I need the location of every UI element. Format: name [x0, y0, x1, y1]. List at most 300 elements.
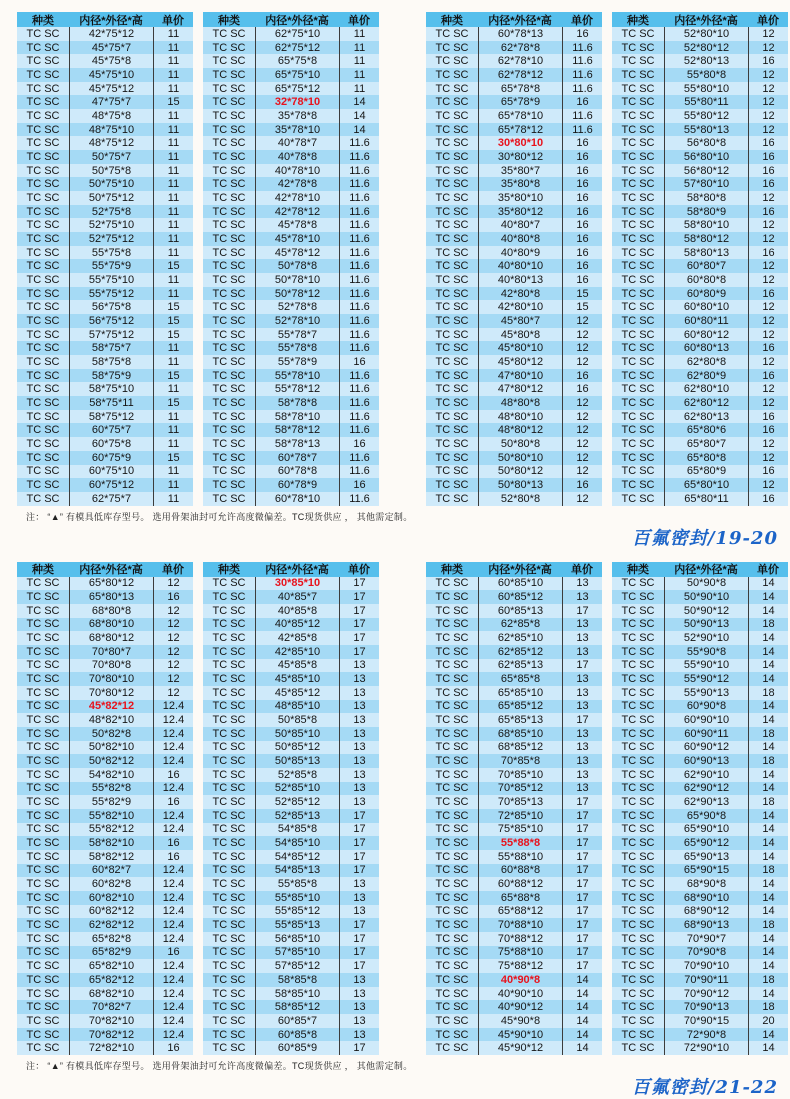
type-cell: TC SC: [212, 137, 246, 150]
price-cell: 11.6: [562, 68, 602, 82]
price-cell: 11.6: [562, 54, 602, 68]
table-row: [426, 177, 602, 191]
size-cell: 58*85*12: [255, 1000, 339, 1014]
table-row: [426, 973, 602, 987]
size-cell: 58*75*7: [69, 341, 153, 355]
size-cell: 65*85*8: [478, 672, 562, 686]
price-cell: 14: [562, 1028, 602, 1042]
type-cell: TC SC: [435, 946, 469, 959]
size-cell: 70*90*8: [664, 946, 748, 960]
type-cell: TC SC: [26, 191, 60, 204]
price-cell: 16: [748, 492, 788, 506]
price-cell: 16: [748, 164, 788, 178]
type-cell: TC SC: [26, 919, 60, 932]
type-cell: TC SC: [212, 451, 246, 464]
table-row: [426, 932, 602, 946]
price-cell: 12.4: [153, 1028, 193, 1042]
type-cell: TC SC: [435, 809, 469, 822]
table-row: [612, 396, 788, 410]
table-row: [203, 246, 379, 260]
table-row: [426, 809, 602, 823]
column-header: 内径*外径*高: [488, 14, 552, 27]
size-cell: 35*80*7: [478, 164, 562, 178]
table-row: [426, 218, 602, 232]
table-row: [17, 877, 193, 891]
table-row: [17, 686, 193, 700]
table-row: [203, 41, 379, 55]
size-cell: 65*80*6: [664, 423, 748, 437]
size-cell: 54*82*10: [69, 768, 153, 782]
table-row: [612, 1000, 788, 1014]
size-cell: 65*78*8: [478, 82, 562, 96]
size-cell: 40*78*7: [255, 136, 339, 150]
type-cell: TC SC: [621, 618, 655, 631]
size-cell: 50*75*10: [69, 177, 153, 191]
size-cell: 55*85*8: [255, 877, 339, 891]
price-cell: 12: [153, 672, 193, 686]
price-cell: 11.6: [339, 369, 379, 383]
type-cell: TC SC: [212, 768, 246, 781]
type-cell: TC SC: [435, 396, 469, 409]
price-cell: 15: [153, 259, 193, 273]
size-cell: 70*85*13: [478, 795, 562, 809]
table-row: [17, 465, 193, 479]
size-cell: 62*75*10: [255, 27, 339, 41]
column-header: 种类: [627, 564, 649, 577]
size-cell: 60*78*10: [255, 492, 339, 506]
table-row: [203, 191, 379, 205]
size-cell: 70*90*7: [664, 932, 748, 946]
table-row: [203, 631, 379, 645]
size-cell: 62*78*10: [478, 54, 562, 68]
size-cell: 55*80*11: [664, 95, 748, 109]
size-cell: 30*80*12: [478, 150, 562, 164]
price-cell: 11.6: [339, 287, 379, 301]
price-cell: 12.4: [153, 1014, 193, 1028]
type-cell: TC SC: [621, 591, 655, 604]
type-cell: TC SC: [26, 164, 60, 177]
price-cell: 13: [562, 618, 602, 632]
table-row: [203, 1000, 379, 1014]
type-cell: TC SC: [621, 109, 655, 122]
type-cell: TC SC: [621, 424, 655, 437]
type-cell: TC SC: [435, 727, 469, 740]
price-cell: 17: [562, 905, 602, 919]
table-row: [612, 314, 788, 328]
price-cell: 13: [339, 700, 379, 714]
table-row: [203, 177, 379, 191]
price-cell: 11: [153, 41, 193, 55]
size-cell: 55*85*12: [255, 905, 339, 919]
table-row: [612, 959, 788, 973]
type-cell: TC SC: [212, 328, 246, 341]
table-row: [17, 396, 193, 410]
table-row: [203, 273, 379, 287]
table-row: [426, 713, 602, 727]
table-row: [203, 54, 379, 68]
type-cell: TC SC: [621, 479, 655, 491]
type-cell: TC SC: [621, 191, 655, 204]
price-cell: 11: [153, 492, 193, 506]
size-cell: 58*78*10: [255, 410, 339, 424]
table-row: [612, 41, 788, 55]
price-cell: 14: [748, 959, 788, 973]
price-cell: 13: [562, 672, 602, 686]
price-cell: 12: [748, 300, 788, 314]
tables-row: [0, 12, 790, 506]
price-cell: 13: [339, 686, 379, 700]
type-cell: TC SC: [435, 109, 469, 122]
price-cell: 16: [748, 287, 788, 301]
price-cell: 16: [562, 246, 602, 260]
type-cell: TC SC: [26, 700, 60, 713]
table-row: [17, 328, 193, 342]
table-row: [426, 41, 602, 55]
type-cell: TC SC: [212, 287, 246, 300]
table-row: [17, 973, 193, 987]
size-cell: 54*85*10: [255, 836, 339, 850]
type-cell: TC SC: [212, 727, 246, 740]
type-cell: TC SC: [435, 205, 469, 218]
type-cell: TC SC: [435, 410, 469, 423]
table-row: [17, 218, 193, 232]
price-cell: 17: [562, 809, 602, 823]
price-cell: 12: [562, 355, 602, 369]
table-row: [612, 451, 788, 465]
size-cell: 55*82*10: [69, 809, 153, 823]
size-cell: 45*78*8: [255, 218, 339, 232]
table-row: [612, 631, 788, 645]
price-cell: 13: [562, 782, 602, 796]
size-cell: 35*80*10: [478, 191, 562, 205]
table-row: [203, 300, 379, 314]
price-cell: 16: [153, 795, 193, 809]
type-cell: TC SC: [212, 645, 246, 658]
size-cell: 50*75*12: [69, 191, 153, 205]
table-row: [426, 1014, 602, 1028]
table-row: [17, 27, 193, 41]
type-cell: TC SC: [435, 837, 469, 850]
type-cell: TC SC: [26, 714, 60, 727]
type-cell: TC SC: [621, 55, 655, 68]
type-cell: TC SC: [621, 410, 655, 423]
size-cell: 50*85*13: [255, 754, 339, 768]
column-header: 内径*外径*高: [79, 564, 143, 577]
size-cell: 52*90*10: [664, 631, 748, 645]
type-cell: TC SC: [212, 27, 246, 40]
type-cell: TC SC: [212, 714, 246, 727]
price-cell: 11.6: [339, 273, 379, 287]
price-cell: 12: [748, 41, 788, 55]
table-row: [203, 205, 379, 219]
size-cell: 65*88*12: [478, 905, 562, 919]
type-cell: TC SC: [621, 246, 655, 259]
size-cell: 55*90*13: [664, 686, 748, 700]
price-cell: 16: [562, 164, 602, 178]
type-cell: TC SC: [26, 424, 60, 437]
size-cell: 60*82*12: [69, 905, 153, 919]
table-row: [17, 95, 193, 109]
price-table: [426, 562, 602, 1056]
table-row: [612, 205, 788, 219]
size-cell: 40*78*8: [255, 150, 339, 164]
size-cell: 50*78*8: [255, 259, 339, 273]
price-cell: 17: [562, 864, 602, 878]
size-cell: 68*90*8: [664, 877, 748, 891]
table-row: [426, 768, 602, 782]
price-cell: 16: [748, 369, 788, 383]
size-cell: 45*75*7: [69, 41, 153, 55]
table-row: [612, 410, 788, 424]
type-cell: TC SC: [26, 727, 60, 740]
price-cell: 15: [153, 95, 193, 109]
type-cell: TC SC: [435, 878, 469, 891]
size-cell: 58*85*10: [255, 987, 339, 1001]
table-row: [203, 713, 379, 727]
page-label: 百氟密封/21-22: [631, 1077, 778, 1099]
price-cell: 12: [748, 396, 788, 410]
price-cell: 11: [153, 27, 193, 41]
type-cell: TC SC: [621, 355, 655, 368]
price-cell: 17: [562, 823, 602, 837]
size-cell: 50*75*7: [69, 150, 153, 164]
type-cell: TC SC: [435, 27, 469, 40]
size-cell: 70*90*11: [664, 973, 748, 987]
size-cell: 70*80*12: [69, 686, 153, 700]
size-cell: 65*90*12: [664, 836, 748, 850]
size-cell: 70*85*10: [478, 768, 562, 782]
size-cell: 65*75*12: [255, 82, 339, 96]
table-row: [612, 136, 788, 150]
price-cell: 17: [562, 795, 602, 809]
type-cell: TC SC: [435, 645, 469, 658]
column-header: 内径*外径*高: [265, 14, 329, 27]
size-cell: 58*75*12: [69, 410, 153, 424]
price-cell: 13: [562, 741, 602, 755]
table-row: [203, 328, 379, 342]
price-cell: 11.6: [339, 150, 379, 164]
table-row: [17, 355, 193, 369]
table-row: [203, 932, 379, 946]
table-row: [203, 768, 379, 782]
type-cell: TC SC: [621, 342, 655, 355]
size-cell: 57*85*12: [255, 959, 339, 973]
price-cell: 11.6: [339, 465, 379, 479]
type-cell: TC SC: [621, 1042, 655, 1055]
type-cell: TC SC: [621, 178, 655, 191]
price-cell: 16: [562, 218, 602, 232]
price-cell: 14: [748, 577, 788, 591]
size-cell: 47*80*10: [478, 369, 562, 383]
type-cell: TC SC: [621, 27, 655, 40]
table-row: [612, 823, 788, 837]
type-cell: TC SC: [212, 369, 246, 382]
price-cell: 17: [562, 918, 602, 932]
type-cell: TC SC: [435, 850, 469, 863]
size-cell: 75*88*12: [478, 959, 562, 973]
type-cell: TC SC: [212, 273, 246, 286]
table-row: [17, 959, 193, 973]
column-header: 种类: [627, 14, 649, 27]
table-row: [612, 604, 788, 618]
type-cell: TC SC: [26, 1001, 60, 1014]
table-row: [426, 850, 602, 864]
size-cell: 60*75*9: [69, 451, 153, 465]
column-header: 内径*外径*高: [488, 564, 552, 577]
table-row: [612, 727, 788, 741]
price-cell: 11: [339, 82, 379, 96]
size-cell: 45*80*10: [478, 341, 562, 355]
price-table: [17, 12, 193, 506]
size-cell: 55*78*7: [255, 328, 339, 342]
size-cell: 55*88*10: [478, 850, 562, 864]
size-cell: 52*75*8: [69, 205, 153, 219]
table-row: [203, 918, 379, 932]
price-cell: 11: [153, 423, 193, 437]
price-cell: 13: [562, 645, 602, 659]
table-row: [426, 410, 602, 424]
type-cell: TC SC: [212, 577, 246, 590]
price-cell: 17: [339, 918, 379, 932]
type-cell: TC SC: [212, 973, 246, 986]
price-cell: 12: [562, 396, 602, 410]
table-row: [203, 355, 379, 369]
size-cell: 65*85*13: [478, 713, 562, 727]
price-cell: 12: [562, 314, 602, 328]
table-row: [426, 136, 602, 150]
type-cell: TC SC: [621, 700, 655, 713]
type-cell: TC SC: [621, 632, 655, 645]
size-cell: 56*75*8: [69, 300, 153, 314]
size-cell: 50*90*13: [664, 618, 748, 632]
table-header-row: [612, 562, 788, 577]
size-cell: 55*78*9: [255, 355, 339, 369]
price-cell: 11.6: [339, 314, 379, 328]
size-cell: 65*78*9: [478, 95, 562, 109]
table-row: [17, 809, 193, 823]
type-cell: TC SC: [212, 246, 246, 259]
price-cell: 14: [562, 1041, 602, 1055]
size-cell: 60*90*13: [664, 754, 748, 768]
type-cell: TC SC: [26, 219, 60, 232]
price-cell: 18: [748, 686, 788, 700]
price-cell: 16: [748, 136, 788, 150]
table-row: [612, 590, 788, 604]
size-cell: 30*80*10: [478, 136, 562, 150]
table-row: [17, 82, 193, 96]
table-row: [612, 177, 788, 191]
table-row: [203, 410, 379, 424]
price-cell: 12.4: [153, 864, 193, 878]
type-cell: TC SC: [212, 932, 246, 945]
table-row: [612, 659, 788, 673]
price-cell: 16: [562, 259, 602, 273]
price-cell: 17: [339, 959, 379, 973]
price-cell: 16: [562, 369, 602, 383]
table-row: [612, 109, 788, 123]
size-cell: 70*90*15: [664, 1014, 748, 1028]
size-cell: 45*90*12: [478, 1041, 562, 1055]
type-cell: TC SC: [621, 41, 655, 54]
price-cell: 12: [562, 328, 602, 342]
price-cell: 13: [339, 1028, 379, 1042]
price-cell: 13: [339, 891, 379, 905]
type-cell: TC SC: [621, 137, 655, 150]
price-cell: 14: [748, 1028, 788, 1042]
table-row: [17, 577, 193, 591]
table-row: [203, 1028, 379, 1042]
size-cell: 72*85*10: [478, 809, 562, 823]
type-cell: TC SC: [26, 987, 60, 1000]
size-cell: 58*78*13: [255, 437, 339, 451]
table-row: [612, 1028, 788, 1042]
table-row: [203, 618, 379, 632]
price-cell: 16: [562, 95, 602, 109]
type-cell: TC SC: [26, 178, 60, 191]
type-cell: TC SC: [621, 878, 655, 891]
type-cell: TC SC: [212, 878, 246, 891]
price-cell: 12: [562, 410, 602, 424]
type-cell: TC SC: [435, 618, 469, 631]
price-cell: 17: [339, 604, 379, 618]
price-cell: 18: [748, 795, 788, 809]
price-cell: 13: [339, 795, 379, 809]
type-cell: TC SC: [435, 686, 469, 699]
type-cell: TC SC: [26, 314, 60, 327]
type-cell: TC SC: [435, 796, 469, 809]
type-cell: TC SC: [26, 55, 60, 68]
price-cell: 16: [748, 465, 788, 479]
type-cell: TC SC: [26, 878, 60, 891]
type-cell: TC SC: [435, 232, 469, 245]
type-cell: TC SC: [435, 919, 469, 932]
column-header: 内径*外径*高: [265, 564, 329, 577]
size-cell: 45*78*10: [255, 232, 339, 246]
price-cell: 12.4: [153, 905, 193, 919]
price-cell: 16: [562, 150, 602, 164]
price-cell: 11: [153, 218, 193, 232]
type-cell: TC SC: [621, 782, 655, 795]
price-cell: 12: [748, 232, 788, 246]
size-cell: 65*85*12: [478, 700, 562, 714]
table-row: [612, 259, 788, 273]
table-row: [426, 123, 602, 137]
table-row: [17, 136, 193, 150]
type-cell: TC SC: [26, 946, 60, 959]
table-row: [17, 631, 193, 645]
type-cell: TC SC: [621, 755, 655, 768]
table-row: [612, 355, 788, 369]
size-cell: 40*90*10: [478, 987, 562, 1001]
price-cell: 11.6: [339, 191, 379, 205]
price-cell: 14: [748, 809, 788, 823]
size-cell: 70*90*10: [664, 959, 748, 973]
price-cell: 12.4: [153, 918, 193, 932]
type-cell: TC SC: [621, 727, 655, 740]
type-cell: TC SC: [621, 465, 655, 478]
price-cell: 11.6: [339, 164, 379, 178]
size-cell: 58*82*10: [69, 836, 153, 850]
table-row: [17, 645, 193, 659]
price-cell: 18: [748, 973, 788, 987]
type-cell: TC SC: [435, 41, 469, 54]
type-cell: TC SC: [26, 451, 60, 464]
table-row: [203, 150, 379, 164]
table-row: [17, 823, 193, 837]
size-cell: 60*80*9: [664, 287, 748, 301]
type-cell: TC SC: [212, 659, 246, 672]
price-cell: 13: [339, 1000, 379, 1014]
